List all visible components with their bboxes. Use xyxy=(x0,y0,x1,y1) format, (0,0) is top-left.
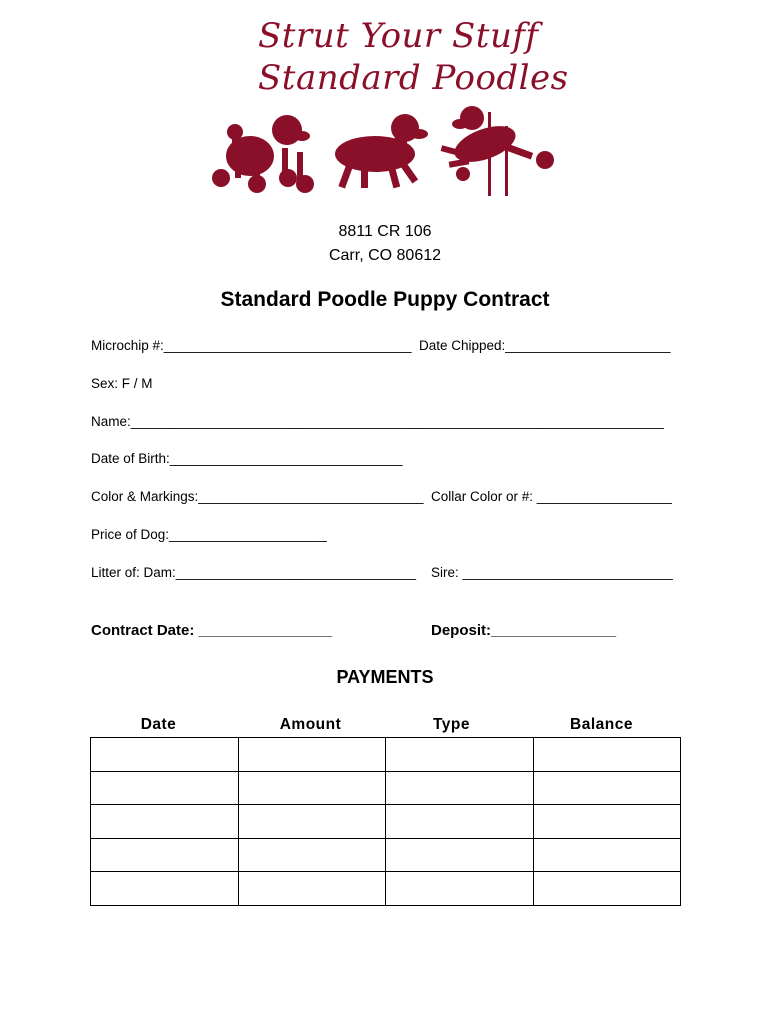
table-cell[interactable] xyxy=(91,738,239,772)
document-title: Standard Poodle Puppy Contract xyxy=(220,288,550,311)
table-cell[interactable] xyxy=(533,872,681,906)
payments-table xyxy=(90,737,681,906)
table-cell[interactable] xyxy=(91,805,239,839)
address-line-1: 8811 CR 106 xyxy=(338,223,432,240)
column-header-balance: Balance xyxy=(570,716,633,733)
column-header-date: Date xyxy=(140,716,177,733)
table-cell[interactable] xyxy=(91,872,239,906)
sire-field[interactable]: Sire: ____________________________ xyxy=(431,565,673,580)
logo-line-1: Strut Your Stuff xyxy=(258,16,539,56)
table-cell[interactable] xyxy=(533,771,681,805)
poodle-jumping-icon xyxy=(441,106,554,196)
poodle-trotting-icon xyxy=(335,114,428,189)
logo-line-2: Standard Poodles xyxy=(258,58,569,98)
table-cell[interactable] xyxy=(533,738,681,772)
table-cell[interactable] xyxy=(238,738,386,772)
table-cell[interactable] xyxy=(238,872,386,906)
table-row xyxy=(91,738,681,772)
table-row xyxy=(91,872,681,906)
table-cell[interactable] xyxy=(238,838,386,872)
table-row xyxy=(91,838,681,872)
collar-color-field[interactable]: Collar Color or #: __________________ xyxy=(431,489,672,504)
contract-date-field[interactable]: Contract Date: ________________ xyxy=(91,622,332,639)
table-cell[interactable] xyxy=(91,838,239,872)
table-cell[interactable] xyxy=(386,805,534,839)
address-line-2: Carr, CO 80612 xyxy=(328,247,442,264)
sex-field[interactable]: Sex: F / M xyxy=(91,376,153,391)
table-cell[interactable] xyxy=(238,771,386,805)
litter-dam-field[interactable]: Litter of: Dam:________________________________ xyxy=(91,565,417,580)
microchip-field[interactable]: Microchip #:_________________________________ xyxy=(91,338,412,353)
color-markings-field[interactable]: Color & Markings:______________________________ xyxy=(91,489,424,504)
table-cell[interactable] xyxy=(386,872,534,906)
poodle-silhouettes-logo xyxy=(205,104,565,200)
table-cell[interactable] xyxy=(386,738,534,772)
date-chipped-field[interactable]: Date Chipped:______________________ xyxy=(419,338,671,353)
table-cell[interactable] xyxy=(533,838,681,872)
price-field[interactable]: Price of Dog:_____________________ xyxy=(91,527,327,542)
date-of-birth-field[interactable]: Date of Birth:_______________________________ xyxy=(91,451,403,466)
column-header-type: Type xyxy=(432,716,471,733)
table-row xyxy=(91,805,681,839)
table-row xyxy=(91,771,681,805)
table-cell[interactable] xyxy=(386,838,534,872)
name-field[interactable]: Name:_______________________________________________________________________ xyxy=(91,414,664,429)
column-header-amount: Amount xyxy=(279,716,342,733)
table-cell[interactable] xyxy=(533,805,681,839)
payments-title: PAYMENTS xyxy=(336,667,434,687)
table-cell[interactable] xyxy=(238,805,386,839)
table-cell[interactable] xyxy=(386,771,534,805)
poodle-show-stance-icon xyxy=(212,115,314,193)
table-cell[interactable] xyxy=(91,771,239,805)
deposit-field[interactable]: Deposit:_______________ xyxy=(431,622,617,639)
